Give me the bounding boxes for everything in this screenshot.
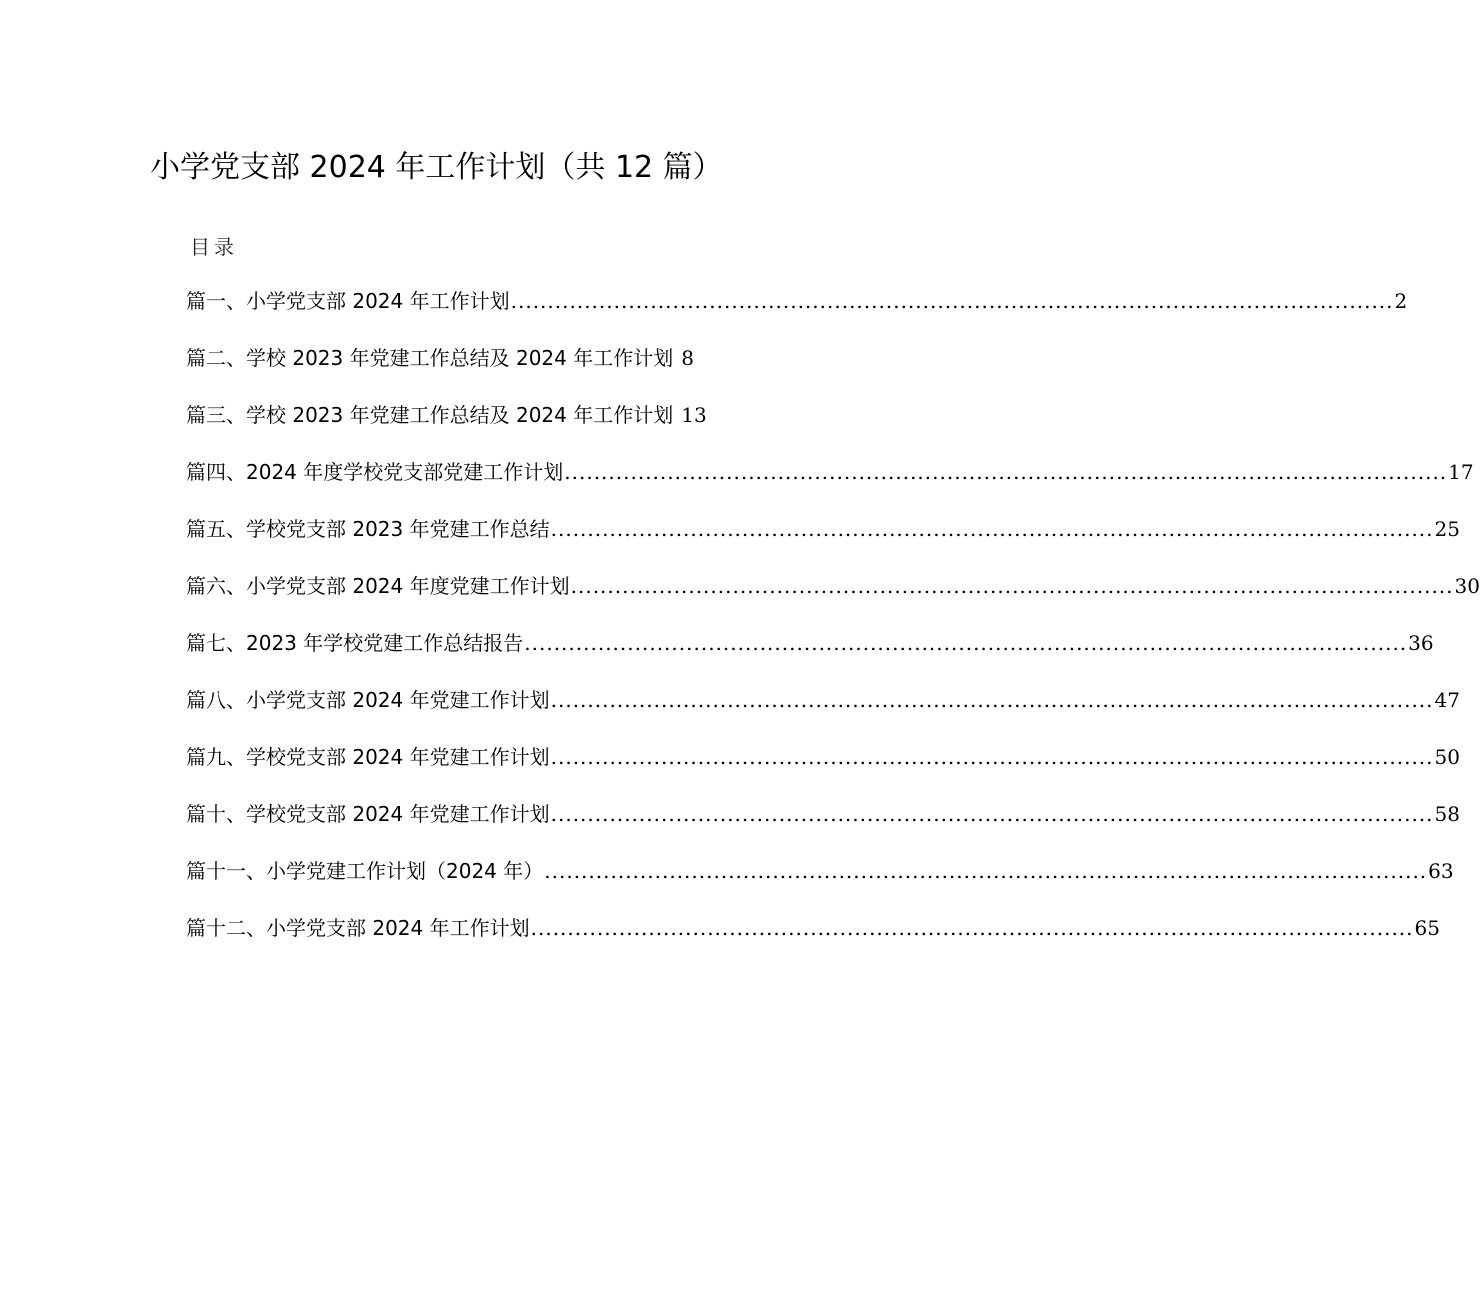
dot-leader: ........................................................................................................................ xyxy=(510,289,1394,313)
toc-heading: 目录 xyxy=(190,235,238,259)
toc-page-number: 30 xyxy=(1454,574,1480,598)
toc-page-number: 50 xyxy=(1434,745,1460,769)
toc-entry-5[interactable] xyxy=(186,514,1460,571)
toc-page-number: 63 xyxy=(1428,859,1454,883)
toc-entry-7[interactable] xyxy=(186,628,1434,685)
toc-page-number: 13 xyxy=(681,403,707,427)
toc-entry-title: 篇三、学校 2023 年党建工作总结及 2024 年工作计划 xyxy=(186,403,674,427)
toc-entry-10[interactable] xyxy=(186,799,1460,856)
dot-leader: ........................................................................................................................ xyxy=(550,517,1434,541)
toc-entry-1[interactable] xyxy=(186,286,1408,343)
toc-entry-8[interactable] xyxy=(186,685,1460,742)
toc-page-number: 17 xyxy=(1448,460,1474,484)
toc-entry-12[interactable] xyxy=(186,913,1440,970)
table-of-contents xyxy=(186,286,1480,970)
dot-leader: ........................................................................................................................ xyxy=(550,688,1434,712)
toc-entry-title: 篇四、2024 年度学校党支部党建工作计划 xyxy=(186,460,564,484)
dot-leader: ........................................................................................................................ xyxy=(550,745,1434,769)
toc-page-number: 65 xyxy=(1414,916,1440,940)
toc-entry-title: 篇七、2023 年学校党建工作总结报告 xyxy=(186,631,524,655)
toc-entry-11[interactable] xyxy=(186,856,1454,913)
toc-page-number: 2 xyxy=(1394,289,1408,313)
toc-entry-9[interactable] xyxy=(186,742,1460,799)
toc-entry-6[interactable] xyxy=(186,571,1480,628)
toc-entry-2[interactable] xyxy=(186,343,778,400)
document-title: 小学党支部 2024 年工作计划（共 12 篇） xyxy=(150,150,723,185)
toc-page-number: 47 xyxy=(1434,688,1460,712)
toc-entry-title: 篇五、学校党支部 2023 年党建工作总结 xyxy=(186,517,550,541)
dot-leader: ........................................................................................................................ xyxy=(550,802,1434,826)
dot-leader: ........................................................................................................................ xyxy=(570,574,1454,598)
dot-leader: ........................................................................................................................ xyxy=(524,631,1408,655)
toc-page-number: 8 xyxy=(681,346,694,370)
toc-entry-title: 篇九、学校党支部 2024 年党建工作计划 xyxy=(186,745,550,769)
toc-entry-3[interactable] xyxy=(186,400,778,457)
toc-page-number: 58 xyxy=(1434,802,1460,826)
toc-entry-title: 篇一、小学党支部 2024 年工作计划 xyxy=(186,289,510,313)
toc-page-number: 36 xyxy=(1408,631,1434,655)
toc-entry-title: 篇二、学校 2023 年党建工作总结及 2024 年工作计划 xyxy=(186,346,674,370)
toc-entry-4[interactable] xyxy=(186,457,1474,514)
toc-entry-title: 篇六、小学党支部 2024 年度党建工作计划 xyxy=(186,574,570,598)
dot-leader: ........................................................................................................................ xyxy=(530,916,1414,940)
toc-entry-title: 篇八、小学党支部 2024 年党建工作计划 xyxy=(186,688,550,712)
toc-entry-title: 篇十二、小学党支部 2024 年工作计划 xyxy=(186,916,530,940)
dot-leader: ........................................................................................................................ xyxy=(564,460,1448,484)
toc-entry-title: 篇十一、小学党建工作计划（2024 年） xyxy=(186,859,544,883)
toc-entry-title: 篇十、学校党支部 2024 年党建工作计划 xyxy=(186,802,550,826)
toc-page-number: 25 xyxy=(1434,517,1460,541)
dot-leader: ........................................................................................................................ xyxy=(544,859,1428,883)
